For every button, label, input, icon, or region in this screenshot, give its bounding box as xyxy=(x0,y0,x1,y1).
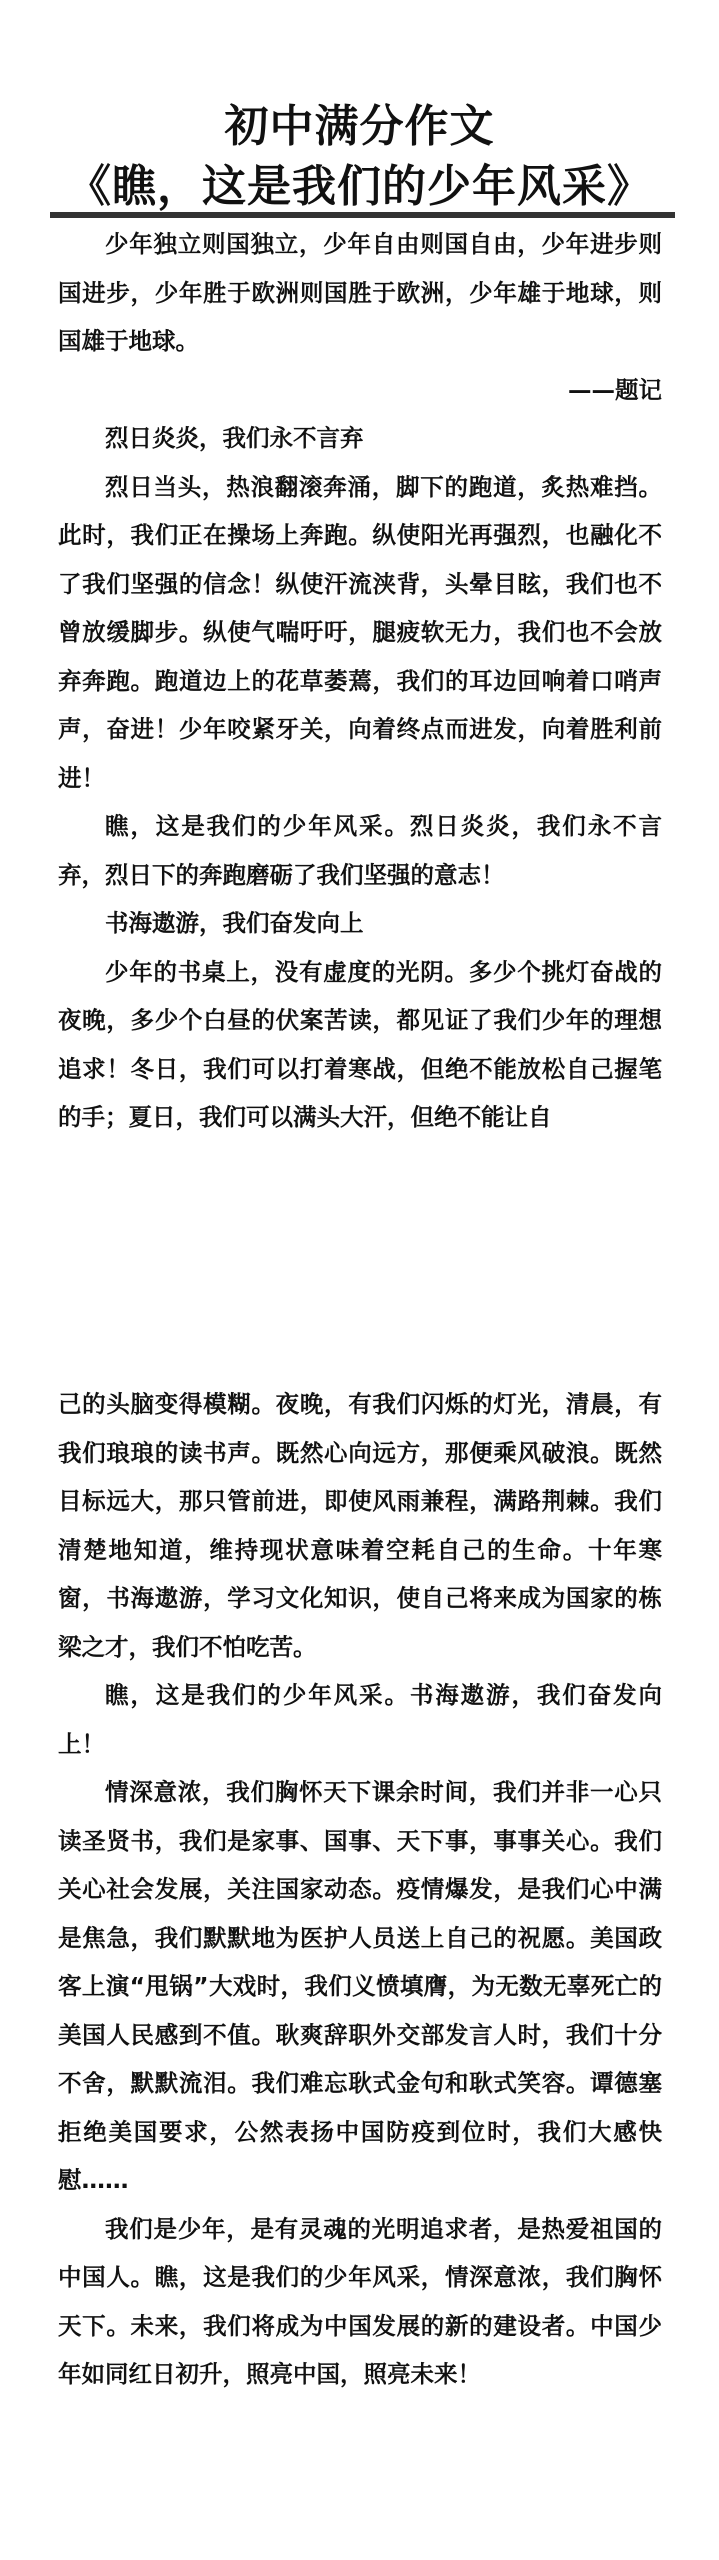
article-title: 《瞧，这是我们的少年风采》 xyxy=(67,161,652,212)
article-body-top xyxy=(58,220,662,1142)
section2-summary: 瞧，这是我们的少年风采。书海遨游，我们奋发向上！ xyxy=(58,1681,662,1758)
title-underline xyxy=(50,212,675,218)
epigraph-attribution: ——题记 xyxy=(568,375,662,404)
section2-body-part1: 少年的书桌上，没有虚度的光阴。多少个挑灯奋战的夜晚，多少个白昼的伏案苦读，都见证了我们少年的理想追求！冬日，我们可以打着寒战，但绝不能放松自己握笔的手；夏日，我们可以满头大汗，但绝不能让自 xyxy=(58,957,662,1131)
section1-body: 烈日当头，热浪翻滚奔涌，脚下的跑道，炙热难挡。此时，我们正在操场上奔跑。纵使阳光再强烈，也融化不了我们坚强的信念！纵使汗流浃背，头晕目眩，我们也不曾放缓脚步。纵使气喘吁吁，腿疲软无力，我们也不会放弃奔跑。跑道边上的花草萎蔫，我们的耳边回响着口哨声声，奋进！少年咬紧牙关，向着终点而进发，向着胜利前进！ xyxy=(58,472,662,792)
page-title: 初中满分作文 xyxy=(224,101,495,152)
section1-heading: 烈日炎炎，我们永不言弃 xyxy=(105,424,364,452)
section3-body: 情深意浓，我们胸怀天下课余时间，我们并非一心只读圣贤书，我们是家事、国事、天下事，事事关心。我们关心社会发展，关注国家动态。疫情爆发，是我们心中满是焦急，我们默默地为医护人员送上自己的祝愿。美国政客上演“甩锅”大戏时，我们义愤填膺，为无数无辜死亡的美国人民感到不值。耿爽辞职外交部发言人时，我们十分不舍，默默流泪。我们难忘耿式金句和耿式笑容。谭德塞拒绝美国要求，公然表扬中国防疫到位时，我们大感快慰…… xyxy=(58,1778,662,2194)
section1-summary: 瞧，这是我们的少年风采。烈日炎炎，我们永不言弃，烈日下的奔跑磨砺了我们坚强的意志！ xyxy=(58,812,662,889)
conclusion-body: 我们是少年，是有灵魂的光明追求者，是热爱祖国的中国人。瞧，这是我们的少年风采，情深意浓，我们胸怀天下。未来，我们将成为中国发展的新的建设者。中国少年如同红日初升，照亮中国，照亮未来！ xyxy=(58,2214,662,2388)
section2-body-part2: 己的头脑变得模糊。夜晚，有我们闪烁的灯光，清晨，有我们琅琅的读书声。既然心向远方，那便乘风破浪。既然目标远大，那只管前进，即使风雨兼程，满路荆棘。我们清楚地知道，维持现状意味着空耗自己的生命。十年寒窗，书海遨游，学习文化知识，使自己将来成为国家的栋梁之才，我们不怕吃苦。 xyxy=(58,1390,662,1661)
article-body-bottom xyxy=(58,1380,662,2399)
epigraph-text: 少年独立则国独立，少年自由则国自由，少年进步则国进步，少年胜于欧洲则国胜于欧洲，少年雄于地球，则国雄于地球。 xyxy=(58,230,662,355)
blank-gap xyxy=(0,1135,719,1380)
section2-heading: 书海遨游，我们奋发向上 xyxy=(105,909,364,937)
